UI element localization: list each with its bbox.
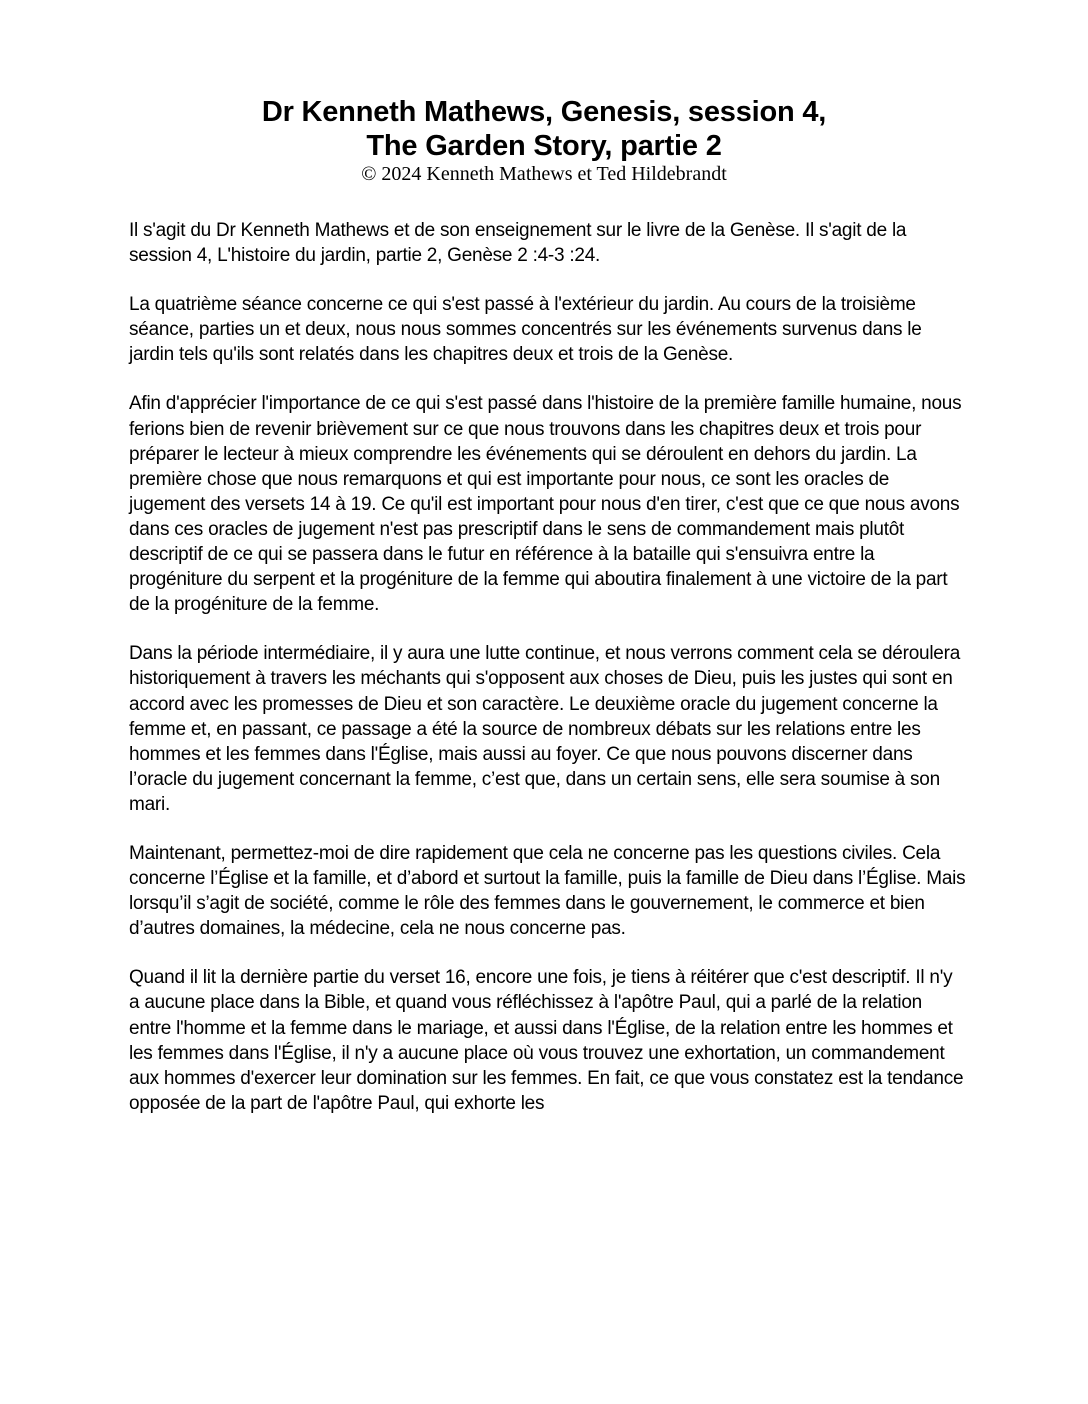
paragraph-5: Maintenant, permettez-moi de dire rapidement que cela ne concerne pas les questions civiles. Cela concerne l’Église et la famille, et d’abord et surtout la famille, puis la famille de Dieu dans l’Église. Mais lorsqu’il s’agit de société, comme le rôle des femmes dans le gouvernement, le commerce et bien d’autres domaines, la médecine, cela ne nous concerne pas. — [129, 842, 966, 940]
paragraph-6: Quand il lit la dernière partie du verset 16, encore une fois, je tiens à réitérer que c'est descriptif. Il n'y a aucune place dans la Bible, et quand vous réfléchissez à l'apôtre Paul, qui a parlé de la relation entre l'homme et la femme dans le mariage, et aussi dans l'Église, de la relation entre les hommes et les femmes dans l'Église, il n'y a aucune place où vous trouvez une exhortation, un commandement aux hommes d'exercer leur domination sur les femmes. En fait, ce que vous constatez est la tendance opposée de la part de l'apôtre Paul, qui exhorte les — [129, 967, 964, 1114]
paragraph-3: Afin d'apprécier l'importance de ce qui s'est passé dans l'histoire de la première famille humaine, nous ferions bien de revenir brièvement sur ce que nous trouvons dans les chapitres deux et trois pour préparer le lecteur à mieux comprendre les événements qui se déroulent en dehors du jardin. La première chose que nous remarquons et qui est importante pour nous, ce sont les oracles de jugement des versets 14 à 19. Ce qu'il est important pour nous d'en tirer, c'est que ce que nous avons dans ces oracles de jugement n'est pas prescriptif dans le sens de commandement mais plutôt descriptif de ce qui se passera dans le futur en référence à la bataille qui s'ensuivra entre la progéniture du serpent et la progéniture de la femme qui aboutira finalement à une victoire de la part de la progéniture de la femme. — [129, 393, 962, 616]
copyright-notice: © 2024 Kenneth Mathews et Ted Hildebrandt — [361, 163, 727, 185]
document-title-line-1: Dr Kenneth Mathews, Genesis, session 4, — [261, 96, 827, 128]
title-block — [0, 95, 1088, 185]
document-title-line-2: The Garden Story, partie 2 — [366, 130, 722, 162]
paragraph-1: Il s'agit du Dr Kenneth Mathews et de son enseignement sur le livre de la Genèse. Il s'agit de la session 4, L'histoire du jardin, partie 2, Genèse 2 :4-3 :24. — [129, 220, 907, 267]
paragraph-2: La quatrième séance concerne ce qui s'est passé à l'extérieur du jardin. Au cours de la troisième séance, parties un et deux, nous nous sommes concentrés sur les événements survenus dans le jardin tels qu'ils sont relatés dans les chapitres deux et trois de la Genèse. — [129, 294, 922, 366]
document-body — [129, 218, 967, 1140]
paragraph-4: Dans la période intermédiaire, il y aura une lutte continue, et nous verrons comment cela se déroulera historiquement à travers les méchants qui s'opposent aux choses de Dieu, puis les justes qui sont en accord avec les promesses de Dieu et son caractère. Le deuxième oracle du jugement concerne la femme et, en passant, ce passage a été la source de nombreux débats sur les relations entre les hommes et les femmes dans l'Église, mais aussi au foyer. Ce que nous pouvons discerner dans l’oracle du jugement concernant la femme, c’est que, dans un certain sens, elle sera soumise à son mari. — [129, 643, 961, 815]
